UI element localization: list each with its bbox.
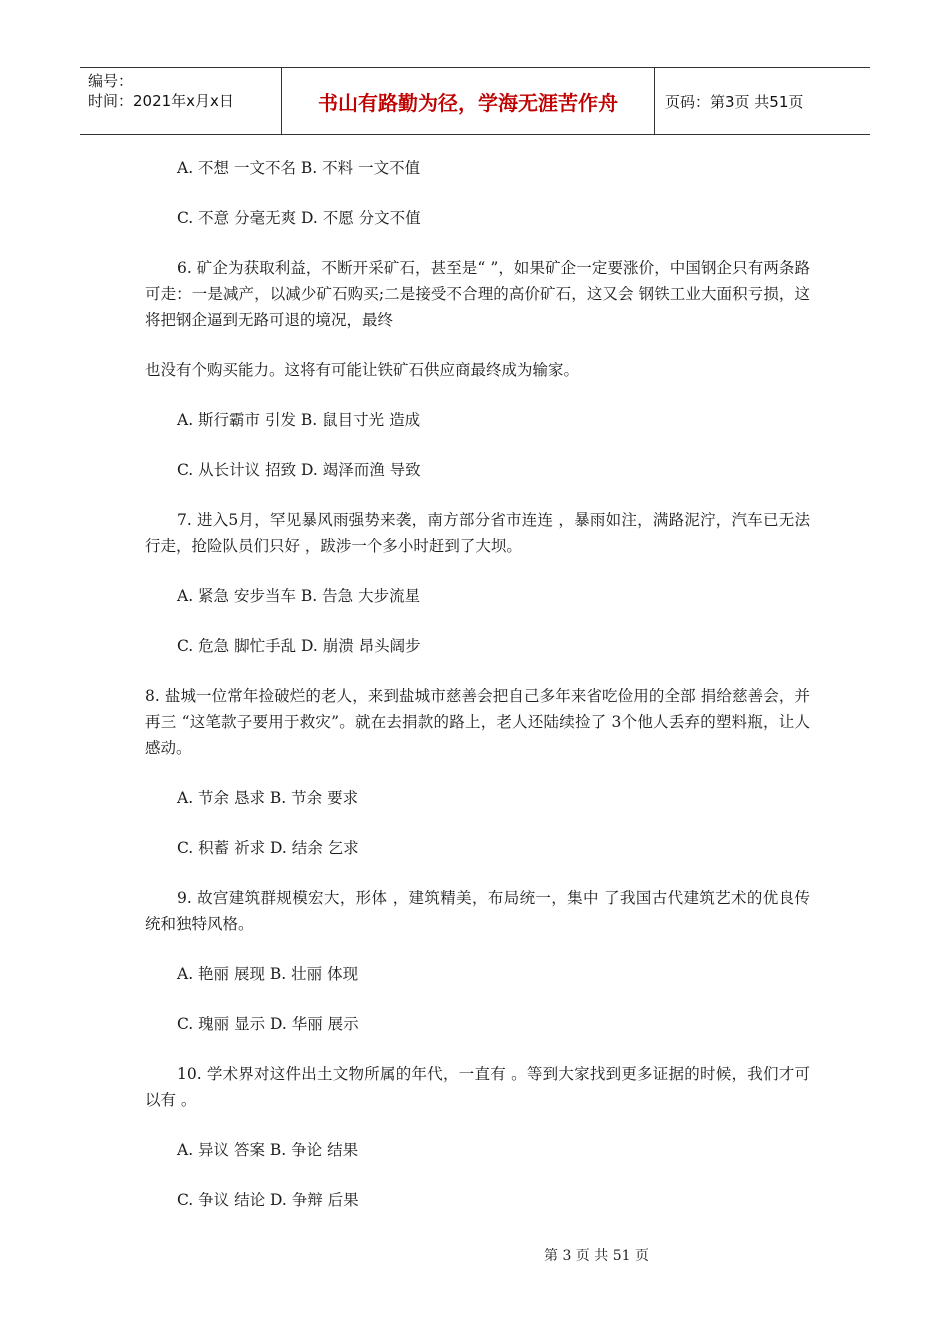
footer-page-number: 第 3 页 共 51 页 (544, 1248, 649, 1264)
q7-options-cd: C. 危急 脚忙手乱 D. 崩溃 昂头阔步 (177, 637, 421, 655)
question-7: 7. 进入5月，罕见暴风雨强势来袭，南方部分省市连连 ，暴雨如注，满路泥泞，汽车已无法行走，抢险队员们只好 ，跋涉一个多小时赶到了大坝。 (145, 511, 810, 555)
header-meta (80, 68, 282, 134)
page-header (80, 67, 870, 135)
document-body (145, 155, 810, 1237)
time-label: 时间：2021年x月x日 (88, 92, 234, 110)
q10-options-cd: C. 争议 结论 D. 争辩 后果 (177, 1191, 359, 1209)
question-9: 9. 故宫建筑群规模宏大，形体 ，建筑精美，布局统一，集中 了我国古代建筑艺术的优良传统和独特风格。 (145, 889, 810, 933)
q8-options-ab: A. 节余 恳求 B. 节余 要求 (177, 789, 359, 807)
question-6-continuation: 也没有个购买能力。这将有可能让铁矿石供应商最终成为输家。 (145, 361, 580, 379)
header-page-info: 页码：第3页 共51页 (665, 92, 804, 111)
question-8: 8. 盐城一位常年捡破烂的老人，来到盐城市慈善会把自己多年来省吃俭用的全部 捐给慈善会，并再三 “这笔款子要用于救灾”。就在去捐款的路上，老人还陆续捡了 3个他人丢弃的塑料瓶，让人感动。 (145, 687, 810, 757)
q6-options-ab: A. 斯行霸市 引发 B. 鼠目寸光 造成 (177, 411, 421, 429)
header-motto: 书山有路勤为径，学海无涯苦作舟 (282, 68, 655, 134)
q9-options-cd: C. 瑰丽 显示 D. 华丽 展示 (177, 1015, 359, 1033)
q5-options-ab: A. 不想 一文不名 B. 不料 一文不值 (177, 159, 421, 177)
q10-options-ab: A. 异议 答案 B. 争论 结果 (177, 1141, 359, 1159)
q5-options-cd: C. 不意 分毫无爽 D. 不愿 分文不值 (177, 209, 421, 227)
q9-options-ab: A. 艳丽 展现 B. 壮丽 体现 (177, 965, 359, 983)
question-10: 10. 学术界对这件出土文物所属的年代，一直有 。等到大家找到更多证据的时候，我们才可以有 。 (145, 1065, 810, 1109)
question-6: 6. 矿企为获取利益，不断开采矿石，甚至是“ ”，如果矿企一定要涨价，中国钢企只有两条路可走：一是减产，以减少矿石购买;二是接受不合理的高价矿石，这又会 钢铁工业大面积亏损，这将把钢企逼到无路可退的境况，最终 (145, 259, 810, 329)
q6-options-cd: C. 从长计议 招致 D. 竭泽而渔 导致 (177, 461, 421, 479)
q7-options-ab: A. 紧急 安步当车 B. 告急 大步流星 (177, 587, 421, 605)
number-label: 编号： (88, 72, 134, 90)
page-footer (0, 1245, 950, 1265)
q8-options-cd: C. 积蓄 祈求 D. 结余 乞求 (177, 839, 359, 857)
